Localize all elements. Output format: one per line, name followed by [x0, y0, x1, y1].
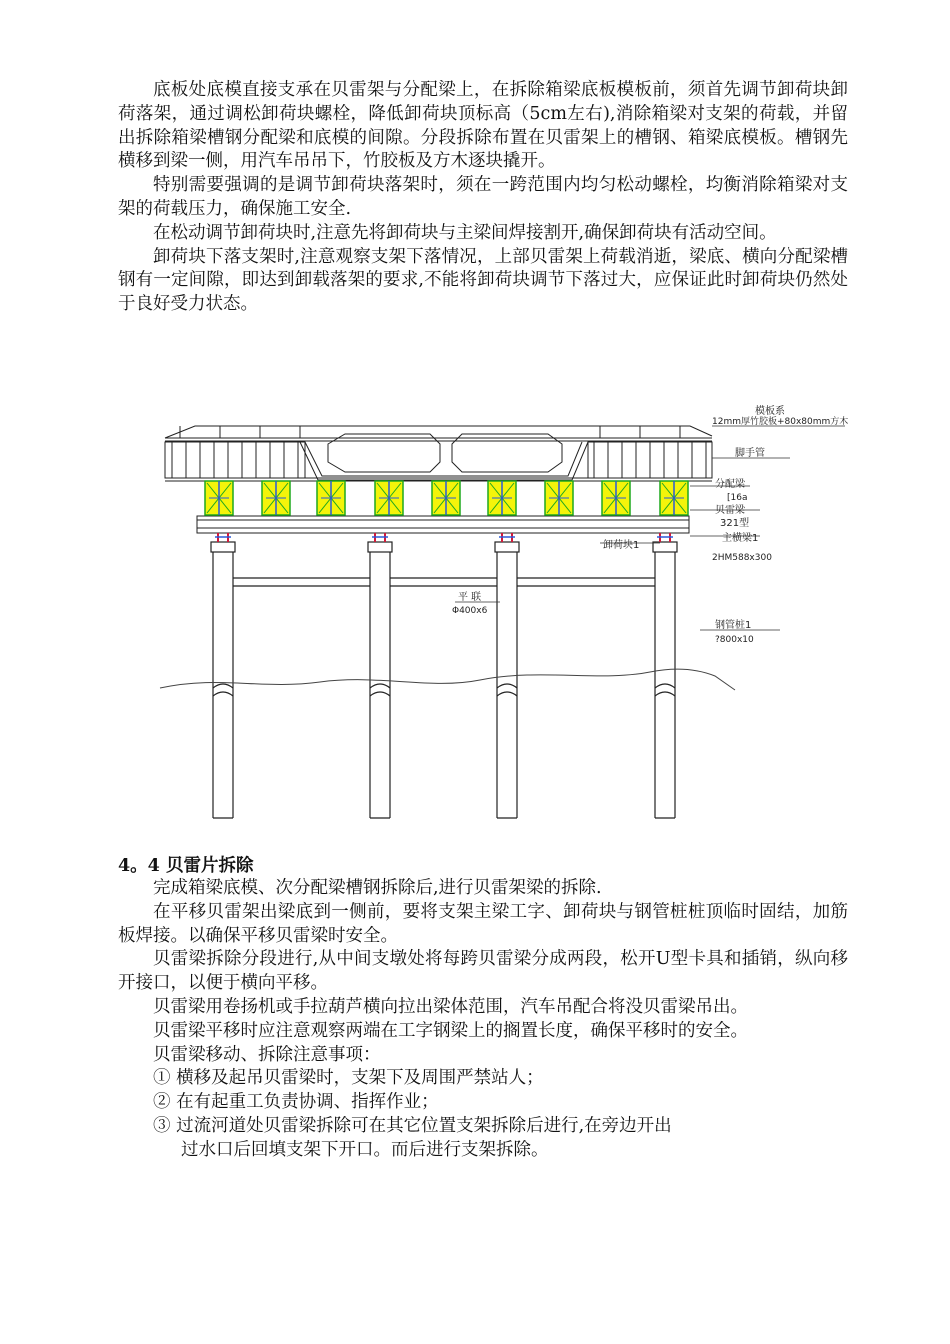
- box-girder-outline: [305, 442, 582, 476]
- label-pile-spec: ?800x10: [715, 635, 754, 645]
- bailey-frames: [205, 481, 688, 515]
- label-dist-beam: 分配梁: [715, 479, 745, 490]
- unload-block: [372, 533, 388, 542]
- top-text-block: [118, 79, 848, 317]
- paragraph: 贝雷梁平移时应注意观察两端在工字钢梁上的搁置长度，确保平移时的安全。: [153, 1020, 748, 1041]
- steel-pile: [211, 542, 235, 818]
- box-void-left: [328, 434, 440, 472]
- paragraph: 在平移贝雷架出梁底到一侧前，要将支架主梁工字、卸荷块与钢管桩桩顶临时固结，加筋板焊接。以确保平移贝雷梁时安全。: [118, 901, 848, 946]
- ground-line: [160, 669, 735, 690]
- list-item: [118, 1115, 848, 1163]
- support-structure-drawing: [0, 390, 950, 830]
- paragraph: 底板处底模直接支承在贝雷架与分配梁上，在拆除箱梁底板模板前，须首先调节卸荷块卸荷落架，通过调松卸荷块螺栓，降低卸荷块顶标高（5cm左右),消除箱梁对支架的荷载，并留出拆除箱梁槽钢分配梁和底模的间隙。分段拆除布置在贝雷架上的槽钢、箱梁底模板。槽钢先横移到梁一侧，用汽车吊吊下，竹胶板及方木逐块撬开。: [118, 80, 848, 172]
- label-unload-block: 卸荷块1: [603, 540, 640, 551]
- bailey-frame: [488, 481, 516, 515]
- label-main-beam: 主横梁1: [722, 533, 759, 544]
- deck-top-line: [165, 426, 712, 438]
- label-bailey: 贝雷梁: [715, 505, 745, 516]
- label-dist-beam-spec: [16a: [727, 493, 748, 503]
- unload-block: [499, 533, 515, 542]
- list-text-continuation: 过水口后回填支架下开口。而后进行支架拆除。: [181, 1139, 549, 1160]
- paragraph: 贝雷梁用卷扬机或手拉葫芦横向拉出梁体范围，汽车吊配合将没贝雷梁吊出。: [153, 996, 748, 1017]
- paragraph: 贝雷梁移动、拆除注意事项：: [153, 1044, 381, 1065]
- precaution-list: [118, 1067, 848, 1162]
- bottom-text-block: [118, 877, 848, 1163]
- list-item: [118, 1091, 848, 1115]
- list-marker: ①: [153, 1068, 171, 1089]
- horizontal-braces: [233, 578, 655, 586]
- paragraph: 贝雷梁拆除分段进行,从中间支墩处将每跨贝雷梁分成两段，松开U型卡具和插销，纵向移开接口，以便于横向平移。: [118, 949, 848, 994]
- bailey-frame: [375, 481, 403, 515]
- label-formwork-spec: 12mm厚竹胶板+80x80mm方木: [712, 417, 849, 427]
- list-text: 横移及起吊贝雷梁时，支架下及周围严禁站人；: [176, 1068, 544, 1089]
- main-cross-beam: [197, 528, 689, 533]
- label-main-beam-spec: 2HM588x300: [712, 553, 772, 563]
- bailey-frame: [262, 481, 290, 515]
- label-pile: 钢管桩1: [715, 620, 752, 631]
- unload-block: [215, 533, 231, 542]
- bailey-frame: [660, 481, 688, 515]
- label-scaffold: 脚手管: [735, 448, 765, 459]
- label-formwork: 模板系: [755, 406, 785, 417]
- list-text: 过流河道处贝雷梁拆除可在其它位置支架拆除后进行,在旁边开出: [176, 1115, 672, 1136]
- list-text: 在有起重工负责协调、指挥作业；: [176, 1092, 439, 1113]
- list-item: [118, 1067, 848, 1091]
- bailey-frame: [205, 481, 233, 515]
- paragraph: 卸荷块下落支架时,注意观察支架下落情况，上部贝雷架上荷载消逝，梁底、横向分配梁槽钢有一定间隙，即达到卸载落架的要求,不能将卸荷块调节下落过大，应保证此时卸荷块仍然处于良好受力状态。: [118, 246, 848, 315]
- unload-block: [657, 533, 673, 542]
- steel-pile: [653, 542, 677, 818]
- paragraph: 在松动调节卸荷块时,注意先将卸荷块与主梁间焊接割开,确保卸荷块有活动空间。: [153, 222, 777, 243]
- bailey-frame: [432, 481, 460, 515]
- label-brace-spec: Φ400x6: [452, 606, 488, 616]
- steel-pile: [495, 542, 519, 818]
- list-marker: ②: [153, 1092, 171, 1113]
- list-marker: ③: [153, 1115, 171, 1136]
- bailey-frame: [545, 481, 573, 515]
- label-brace: 平 联: [458, 592, 482, 603]
- paragraph: 完成箱梁底模、次分配梁槽钢拆除后,进行贝雷架梁的拆除.: [153, 878, 602, 898]
- label-bailey-spec: 321型: [720, 518, 750, 529]
- paragraph: 特别需要强调的是调节卸荷块落架时，须在一跨范围内均匀松动螺栓，均衡消除箱梁对支架的荷载压力，确保施工安全.: [118, 175, 848, 219]
- distribution-beam: [197, 516, 689, 528]
- section-heading: 4。4 贝雷片拆除: [118, 856, 254, 876]
- bailey-frame: [317, 481, 345, 515]
- bailey-frame: [602, 481, 630, 515]
- box-void-right: [452, 434, 562, 472]
